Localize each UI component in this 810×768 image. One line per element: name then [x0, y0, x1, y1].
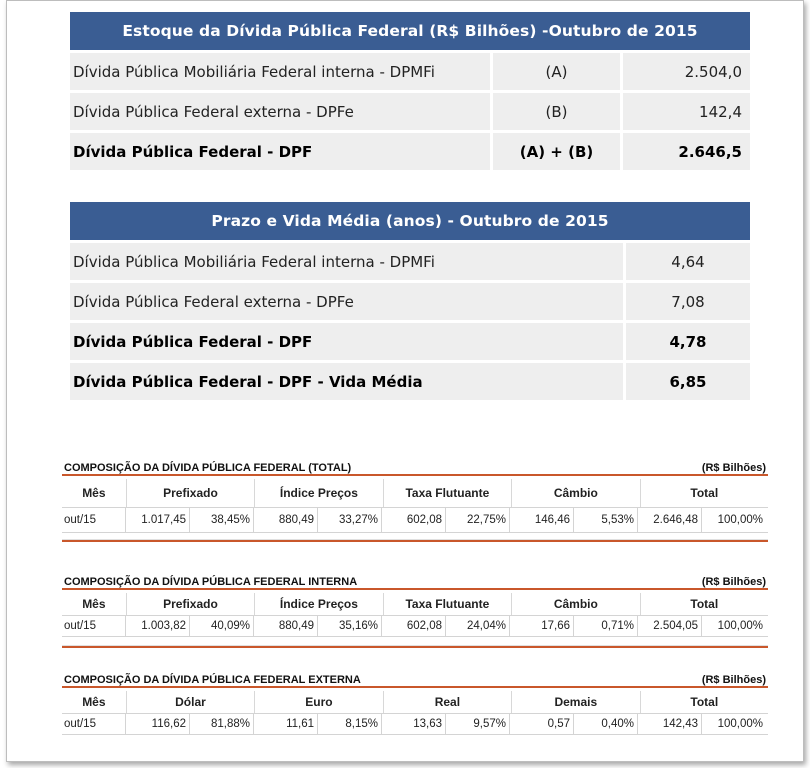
data-cell: 2.504,05 — [638, 616, 702, 636]
header-cell: Prefixado — [127, 593, 255, 615]
row-label: Dívida Pública Federal - DPF — [70, 323, 623, 360]
header-cell: Total — [690, 695, 719, 709]
data-cell: 146,46 — [510, 508, 574, 532]
data-cell: 40,09% — [190, 616, 254, 636]
comp-total-title-bar — [62, 460, 768, 476]
comp-unit: (R$ Bilhões) — [701, 462, 766, 474]
data-cell: 8,15% — [318, 714, 382, 734]
comp-header-row — [62, 479, 768, 507]
data-cell: 142,43 — [638, 714, 702, 734]
data-cell: 35,16% — [318, 616, 382, 636]
data-cell: 880,49 — [254, 616, 318, 636]
row-code: (A) + (B) — [493, 133, 620, 170]
data-cell: 1.003,82 — [126, 616, 190, 636]
row-value: 4,78 — [626, 323, 750, 360]
data-cell: 9,57% — [446, 714, 510, 734]
row-label: Dívida Pública Federal - DPF — [70, 133, 490, 170]
row-label: Dívida Pública Federal externa - DPFe — [70, 93, 490, 130]
estoque-row-dpmfi — [70, 53, 750, 90]
estoque-row-dpfe — [70, 93, 750, 130]
row-value: 7,08 — [626, 283, 750, 320]
prazo-row-vida-media — [70, 363, 750, 400]
row-value: 2.646,5 — [623, 133, 750, 170]
comp-interna-title-bar — [62, 574, 768, 590]
estoque-table — [70, 12, 750, 170]
divider — [62, 540, 768, 542]
data-cell: 100,00% — [717, 620, 763, 632]
data-cell: 13,63 — [382, 714, 446, 734]
header-cell: Prefixado — [127, 479, 255, 507]
row-value: 2.504,0 — [623, 53, 750, 90]
data-cell: 602,08 — [382, 616, 446, 636]
row-code: (B) — [493, 93, 620, 130]
divider — [62, 646, 768, 648]
spacer-row — [62, 637, 768, 646]
header-cell: Câmbio — [512, 479, 640, 507]
comp-title: COMPOSIÇÃO DA DÍVIDA PÚBLICA FEDERAL (TOTAL) — [64, 462, 352, 474]
table-row — [62, 507, 768, 533]
prazo-row-dpf — [70, 323, 750, 360]
data-cell: 2.646,48 — [638, 508, 702, 532]
data-cell: 38,45% — [190, 508, 254, 532]
row-value: 4,64 — [626, 243, 750, 280]
comp-header-row — [62, 593, 768, 615]
data-cell: 17,66 — [510, 616, 574, 636]
row-label: Dívida Pública Mobiliária Federal interna - DPMFi — [70, 243, 623, 280]
data-cell: 81,88% — [190, 714, 254, 734]
comp-externa-title-bar — [62, 672, 768, 688]
header-cell: Total — [690, 486, 719, 500]
row-value: 6,85 — [626, 363, 750, 400]
header-cell: Índice Preços — [255, 479, 383, 507]
comp-title: COMPOSIÇÃO DA DÍVIDA PÚBLICA FEDERAL INTERNA — [64, 576, 358, 588]
data-cell: 880,49 — [254, 508, 318, 532]
data-cell: out/15 — [62, 714, 126, 734]
estoque-row-dpf — [70, 133, 750, 170]
data-cell: 22,75% — [446, 508, 510, 532]
table-row — [62, 713, 768, 735]
header-cell: Taxa Flutuante — [384, 593, 512, 615]
header-cell: Dólar — [127, 691, 255, 713]
header-cell: Real — [384, 691, 512, 713]
data-cell: 0,71% — [574, 616, 638, 636]
row-label: Dívida Pública Mobiliária Federal interna - DPMFi — [70, 53, 490, 90]
header-cell: Índice Preços — [255, 593, 383, 615]
data-cell: out/15 — [62, 616, 126, 636]
row-label: Dívida Pública Federal externa - DPFe — [70, 283, 623, 320]
header-cell: Câmbio — [512, 593, 640, 615]
header-cell: Mês — [62, 691, 127, 713]
header-cell: Euro — [255, 691, 383, 713]
row-label: Dívida Pública Federal - DPF - Vida Média — [70, 363, 623, 400]
header-cell: Taxa Flutuante — [384, 479, 512, 507]
data-cell: 0,40% — [574, 714, 638, 734]
comp-unit: (R$ Bilhões) — [701, 576, 766, 588]
comp-unit: (R$ Bilhões) — [701, 674, 766, 686]
row-value: 142,4 — [623, 93, 750, 130]
header-cell: Mês — [62, 479, 127, 507]
data-cell: 5,53% — [574, 508, 638, 532]
data-cell: 11,61 — [254, 714, 318, 734]
prazo-row-dpmfi — [70, 243, 750, 280]
estoque-title: Estoque da Dívida Pública Federal (R$ Bilhões) -Outubro de 2015 — [70, 12, 750, 50]
data-cell: 116,62 — [126, 714, 190, 734]
comp-externa-table — [62, 672, 768, 735]
comp-total-table — [62, 460, 768, 542]
prazo-title: Prazo e Vida Média (anos) - Outubro de 2015 — [70, 202, 750, 240]
prazo-row-dpfe — [70, 283, 750, 320]
header-cell: Total — [690, 597, 719, 611]
comp-title: COMPOSIÇÃO DA DÍVIDA PÚBLICA FEDERAL EXTERNA — [64, 674, 361, 686]
header-cell: Mês — [62, 593, 127, 615]
data-cell: 0,57 — [510, 714, 574, 734]
table-row — [62, 615, 768, 637]
prazo-table — [70, 202, 750, 400]
header-cell: Demais — [512, 691, 640, 713]
data-cell: 1.017,45 — [126, 508, 190, 532]
row-code: (A) — [493, 53, 620, 90]
data-cell: 100,00% — [717, 718, 763, 730]
data-cell: 33,27% — [318, 508, 382, 532]
data-cell: 602,08 — [382, 508, 446, 532]
data-cell: out/15 — [62, 508, 126, 532]
data-cell: 100,00% — [717, 514, 763, 526]
data-cell: 24,04% — [446, 616, 510, 636]
comp-header-row — [62, 691, 768, 713]
spacer-row — [62, 533, 768, 540]
comp-interna-table — [62, 574, 768, 648]
